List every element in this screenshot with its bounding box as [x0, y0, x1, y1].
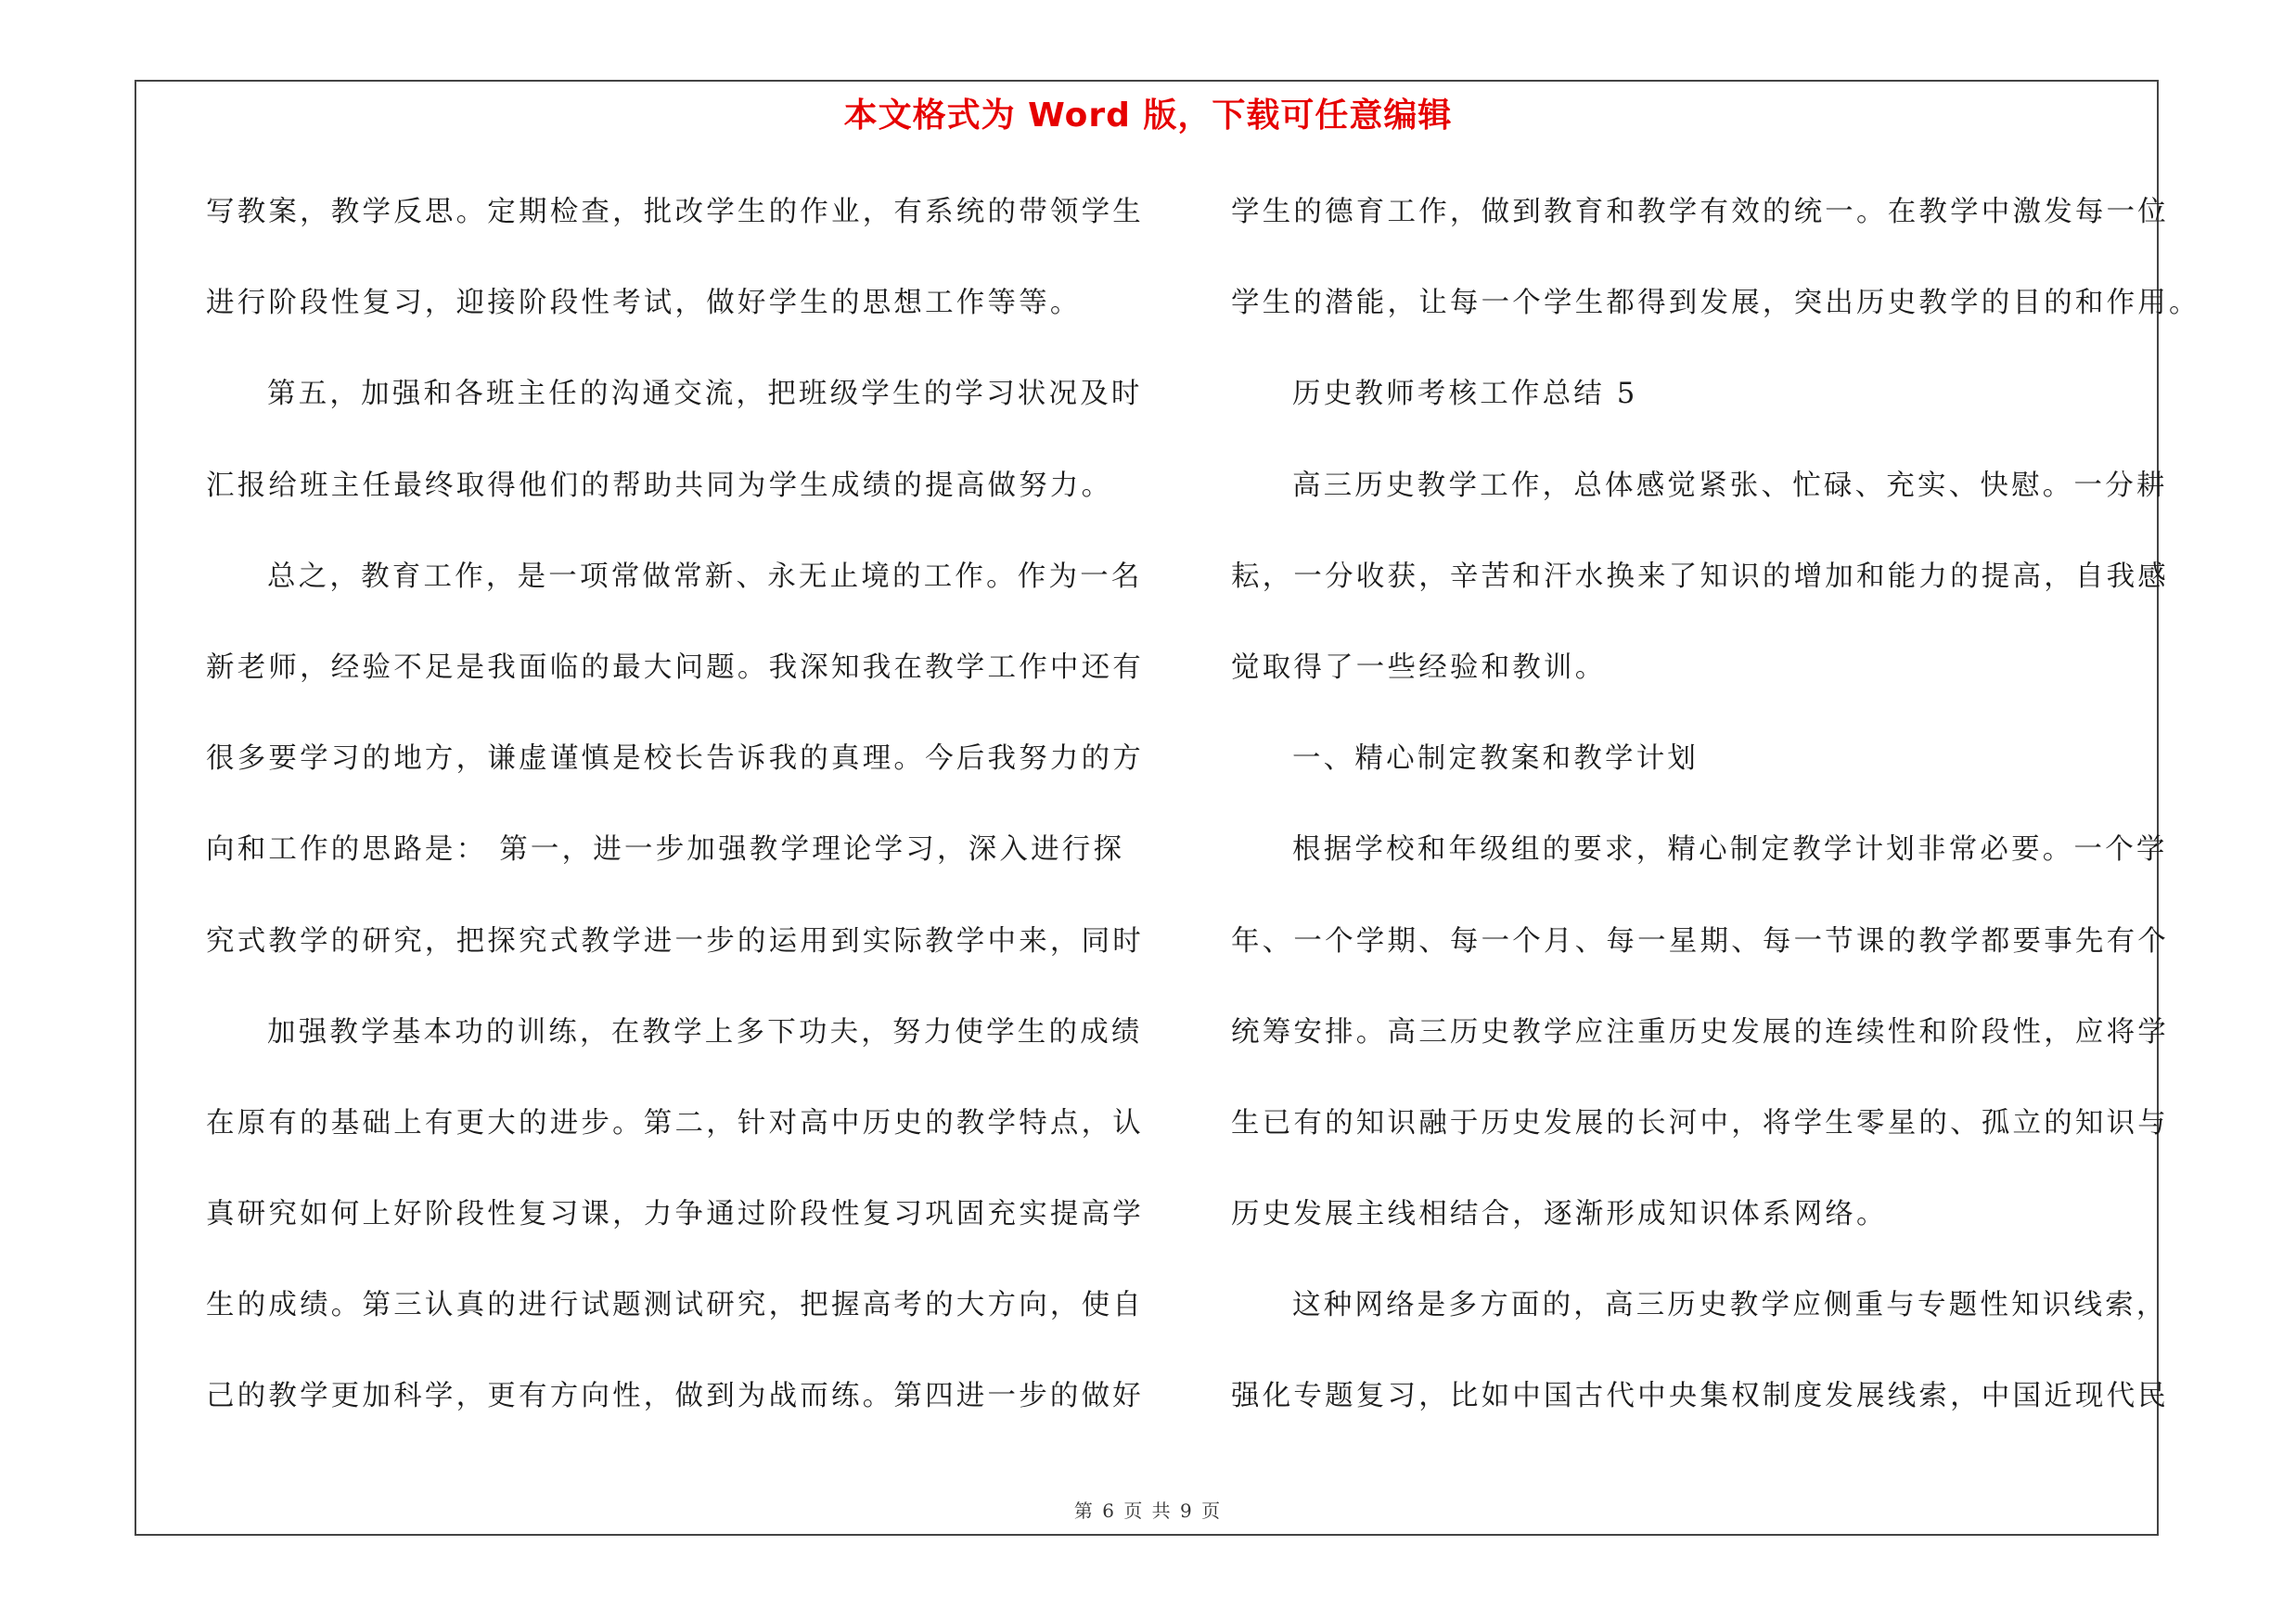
page-number-footer: 第 6 页 共 9 页: [1073, 1500, 1223, 1522]
left-column-line: 总之，教育工作，是一项常做常新、永无止境的工作。作为一名: [267, 560, 1143, 593]
right-column-line: 一、精心制定教案和教学计划: [1292, 742, 1700, 776]
right-column-line: 学生的潜能，让每一个学生都得到发展，突出历史教学的目的和作用。: [1231, 287, 2200, 320]
left-column-line: 己的教学更加科学，更有方向性，做到为战而练。第四进一步的做好: [206, 1380, 1144, 1413]
left-text-column: [206, 180, 1144, 1456]
right-column-line: 统筹安排。高三历史教学应注重历史发展的连续性和阶段性，应将学: [1231, 1015, 2169, 1049]
right-column-line: 觉取得了一些经验和教训。: [1231, 650, 1607, 684]
left-column-line: 生的成绩。第三认真的进行试题测试研究，把握高考的大方向，使自: [206, 1289, 1144, 1322]
right-text-column: [1231, 180, 2200, 1456]
left-column-line: 在原有的基础上有更大的进步。第二，针对高中历史的教学特点，认: [206, 1106, 1144, 1140]
right-column-line: 强化专题复习，比如中国古代中央集权制度发展线索，中国近现代民: [1231, 1380, 2169, 1413]
left-column-line: 究式教学的研究，把探究式教学进一步的运用到实际教学中来，同时: [206, 924, 1144, 958]
right-column-line: 学生的德育工作，做到教育和教学有效的统一。在教学中激发每一位: [1231, 196, 2169, 228]
right-column-line: 年、一个学期、每一个月、每一星期、每一节课的教学都要事先有个: [1231, 924, 2169, 958]
right-column-line: 历史发展主线相结合，逐渐形成知识体系网络。: [1231, 1198, 1888, 1231]
left-column-line: 加强教学基本功的训练，在教学上多下功夫，努力使学生的成绩: [267, 1015, 1143, 1049]
word-format-banner: 本文格式为 Word 版，下载可任意编辑: [843, 97, 1453, 135]
left-column-line: 第五，加强和各班主任的沟通交流，把班级学生的学习状况及时: [267, 378, 1143, 411]
left-column-line: 向和工作的思路是： 第一，进一步加强教学理论学习，深入进行探: [206, 833, 1125, 867]
right-column-line: 历史教师考核工作总结 5: [1292, 378, 1638, 411]
left-column-line: 写教案，教学反思。定期检查，批改学生的作业，有系统的带领学生: [206, 196, 1144, 228]
right-column-line: 高三历史教学工作，总体感觉紧张、忙碌、充实、快慰。一分耕: [1292, 469, 2168, 502]
right-column-line: 这种网络是多方面的，高三历史教学应侧重与专题性知识线索，: [1292, 1289, 2168, 1322]
left-column-line: 很多要学习的地方，谦虚谨慎是校长告诉我的真理。今后我努力的方: [206, 742, 1144, 776]
left-column-line: 进行阶段性复习，迎接阶段性考试，做好学生的思想工作等等。: [206, 287, 1082, 320]
left-column-line: 汇报给班主任最终取得他们的帮助共同为学生成绩的提高做努力。: [206, 469, 1113, 502]
right-column-line: 生已有的知识融于历史发展的长河中，将学生零星的、孤立的知识与: [1231, 1106, 2169, 1140]
right-column-line: 耘，一分收获，辛苦和汗水换来了知识的增加和能力的提高，自我感: [1231, 560, 2169, 593]
left-column-line: 真研究如何上好阶段性复习课，力争通过阶段性复习巩固充实提高学: [206, 1198, 1144, 1231]
left-column-line: 新老师，经验不足是我面临的最大问题。我深知我在教学工作中还有: [206, 650, 1144, 684]
right-column-line: 根据学校和年级组的要求，精心制定教学计划非常必要。一个学: [1292, 833, 2168, 867]
